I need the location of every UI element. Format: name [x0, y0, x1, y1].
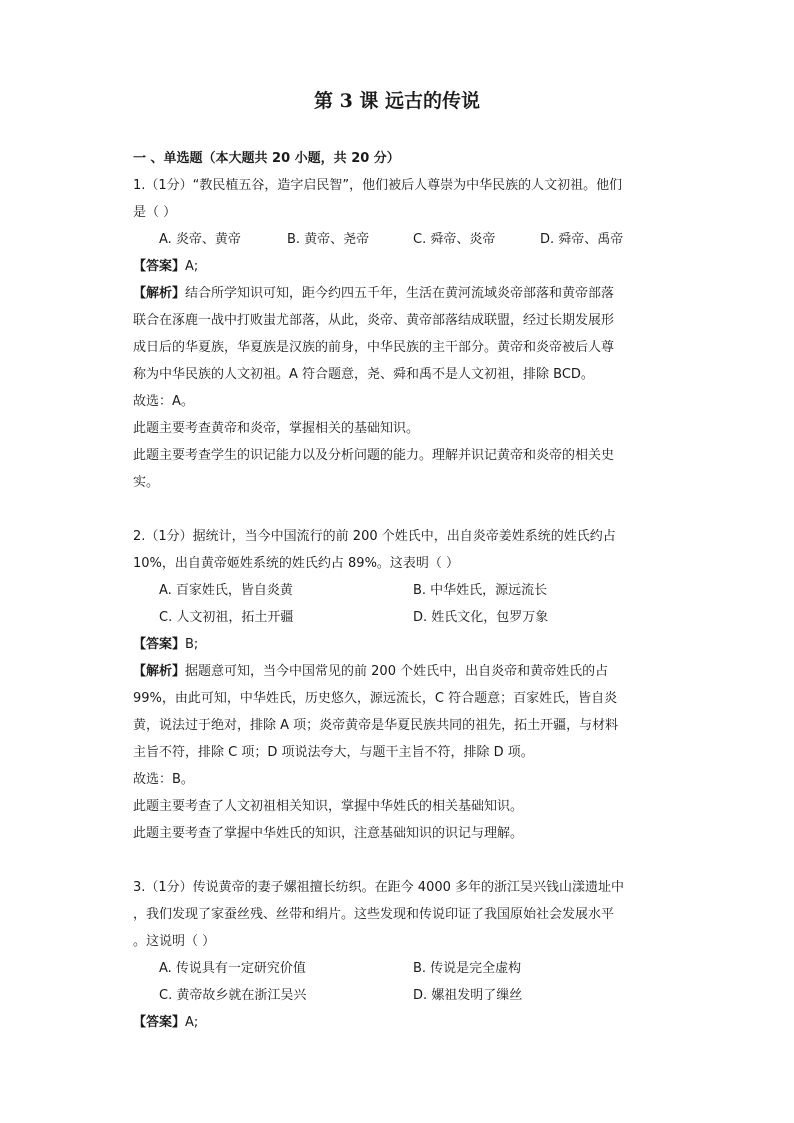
q3-stem-line-1: 3.（1分）传说黄帝的妻子嫘祖擅长纺织。在距今 4000 多年的浙江吴兴钱山漾遗址中 [133, 880, 625, 895]
q2-stem-line-1: 2.（1分）据统计，当今中国流行的前 200 个姓氏中，出自炎帝姜姓系统的姓氏约占 [133, 529, 616, 544]
q2-note-1: 此题主要考查了人文初祖相关知识，掌握中华姓氏的相关基础知识。 [133, 799, 524, 814]
q2-analysis-line-4: 主旨不符，排除 C 项；D 项说法夸大，与题干主旨不符，排除 D 项。 [133, 745, 534, 760]
q3-option-c: C. 黄帝故乡就在浙江吴兴 [159, 988, 307, 1003]
q3-answer [133, 1014, 198, 1032]
q3-option-d: D. 嫘祖发明了缫丝 [413, 988, 523, 1003]
q2-stem-line-2: 10%，出自黄帝姬姓系统的姓氏约占 89%。这表明（ ） [133, 556, 460, 571]
q2-option-b: B. 中华姓氏，源远流长 [413, 583, 548, 598]
answer-tag: 【答案】 [133, 1015, 186, 1030]
q1-stem-line-1: 1.（1分）“教民植五谷，造字启民智”，他们被后人尊崇为中华民族的人文初祖。他们 [133, 178, 623, 193]
q3-stem-line-3: 。这说明（ ） [133, 934, 216, 949]
q2-analysis-line-3: 黄，说法过于绝对，排除 A 项；炎帝黄帝是华夏民族共同的祖先，拓土开疆，与材料 [133, 718, 619, 733]
q2-choose: 故选：B。 [133, 772, 194, 787]
q1-note-2-line-1: 此题主要考查学生的识记能力以及分析问题的能力。理解并识记黄帝和炎帝的相关史 [133, 448, 615, 463]
q3-option-a: A. 传说具有一定研究价值 [159, 961, 306, 976]
analysis-tag: 【解析】 [133, 664, 186, 679]
q2-option-c: C. 人文初祖，拓土开疆 [159, 610, 294, 625]
page-title: 第 3 课 远古的传说 [313, 90, 481, 112]
answer-tag: 【答案】 [133, 637, 186, 652]
q1-analysis-line-1 [133, 285, 614, 303]
q1-analysis-line-3: 成日后的华夏族，华夏族是汉族的前身，中华民族的主干部分。黄帝和炎帝被后人尊 [133, 340, 615, 355]
analysis-text: 结合所学知识可知，距今约四五千年，生活在黄河流域炎帝部落和黄帝部落 [185, 286, 615, 301]
q2-option-d: D. 姓氏文化，包罗万象 [413, 610, 549, 625]
q1-stem-line-2: 是（ ） [133, 205, 177, 220]
answer-value: A; [185, 259, 199, 274]
q1-option-d: D. 舜帝、禹帝 [540, 232, 624, 247]
q1-option-c: C. 舜帝、炎帝 [413, 232, 496, 247]
q3-option-b: B. 传说是完全虚构 [413, 961, 522, 976]
q1-analysis-line-2: 联合在涿鹿一战中打败蚩尤部落，从此，炎帝、黄帝部落结成联盟，经过长期发展形 [133, 313, 615, 328]
section-header: 一 、单选题（本大题共 20 小题，共 20 分） [133, 151, 400, 166]
q1-analysis-line-4: 称为中华民族的人文初祖。A 符合题意，尧、舜和禹不是人文初祖，排除 BCD。 [133, 367, 594, 382]
analysis-tag: 【解析】 [133, 286, 186, 301]
q1-option-b: B. 黄帝、尧帝 [287, 232, 370, 247]
answer-value: A; [185, 1015, 199, 1030]
q1-note-2-line-2: 实。 [133, 475, 160, 490]
q1-choose: 故选：A。 [133, 394, 194, 409]
answer-tag: 【答案】 [133, 259, 186, 274]
q1-note-1: 此题主要考查黄帝和炎帝，掌握相关的基础知识。 [133, 421, 420, 436]
q1-option-a: A. 炎帝、黄帝 [159, 232, 241, 247]
q3-stem-line-2: ，我们发现了家蚕丝残、丝带和绢片。这些发现和传说印证了我国原始社会发展水平 [133, 907, 615, 922]
q2-option-a: A. 百家姓氏，皆自炎黄 [159, 583, 293, 598]
q2-analysis-line-2: 99%，由此可知，中华姓氏，历史悠久，源远流长，C 符合题意；百家姓氏，皆自炎 [133, 691, 618, 706]
q2-note-2: 此题主要考查了掌握中华姓氏的知识，注意基础知识的识记与理解。 [133, 826, 524, 841]
q1-answer [133, 258, 198, 276]
q2-answer [133, 636, 198, 654]
q2-analysis-line-1 [133, 663, 608, 681]
analysis-text: 据题意可知，当今中国常见的前 200 个姓氏中，出自炎帝和黄帝姓氏的占 [185, 664, 609, 679]
answer-value: B; [185, 637, 199, 652]
